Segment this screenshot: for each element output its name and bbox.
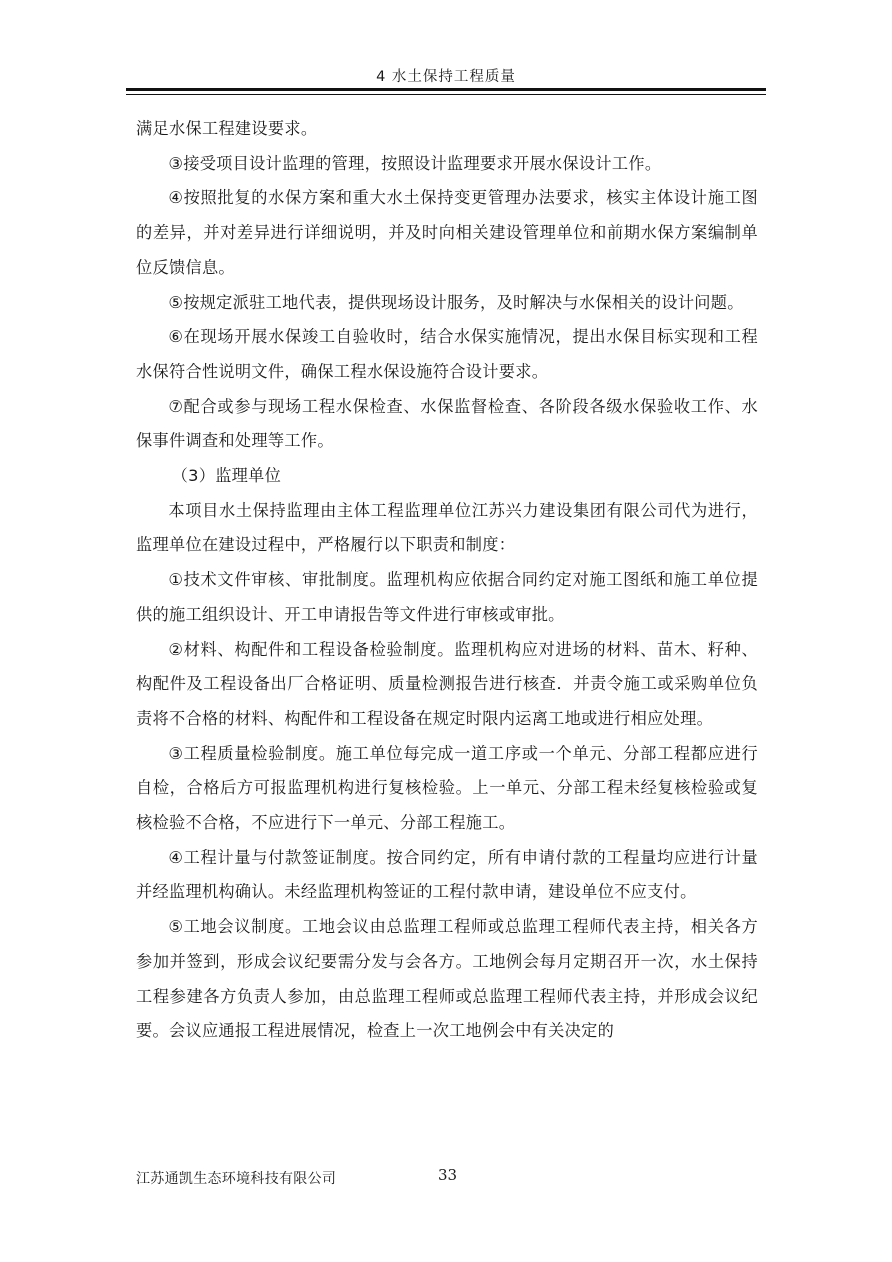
paragraph-continuation: 满足水保工程建设要求。 xyxy=(136,119,318,138)
header-rule-thin xyxy=(126,94,766,95)
header-rule-thick xyxy=(126,88,766,91)
footer-company-name: 江苏通凯生态环境科技有限公司 xyxy=(136,1171,337,1187)
running-header: 4 水土保持工程质量 xyxy=(376,69,516,85)
paragraph-supervision-3: ③工程质量检验制度。施工单位每完成一道工序或一个单元、分部工程都应进行自检，合格后方可报监理机构进行复核检验。上一单元、分部工程未经复核检验或复核检验不合格，不应进行下一单元、分部工程施工。 xyxy=(136,743,758,833)
paragraph-supervision-1: ①技术文件审核、审批制度。监理机构应依据合同约定对施工图纸和施工单位提供的施工组织设计、开工申请报告等文件进行审核或审批。 xyxy=(136,570,758,624)
body-text xyxy=(136,112,758,1049)
section-heading-supervision: （3）监理单位 xyxy=(171,466,282,486)
paragraph-supervision-2: ②材料、构配件和工程设备检验制度。监理机构应对进场的材料、苗木、籽种、构配件及工程设备出厂合格证明、质量检测报告进行核查．并责令施工或采购单位负责将不合格的材料、构配件和工程设备在规定时限内运离工地或进行相应处理。 xyxy=(136,639,758,728)
paragraph-supervision-4: ④工程计量与付款签证制度。按合同约定，所有申请付款的工程量均应进行计量并经监理机构确认。未经监理机构签证的工程付款申请，建设单位不应支付。 xyxy=(136,847,758,902)
paragraph-supervision-intro: 本项目水土保持监理由主体工程监理单位江苏兴力建设集团有限公司代为进行，监理单位在建设过程中，严格履行以下职责和制度： xyxy=(136,500,758,555)
paragraph-item-3: ③接受项目设计监理的管理，按照设计监理要求开展水保设计工作。 xyxy=(168,153,662,173)
paragraph-supervision-5: ⑤工地会议制度。工地会议由总监理工程师或总监理工程师代表主持，相关各方参加并签到，形成会议纪要需分发与会各方。工地例会每月定期召开一次，水土保持工程参建各方负责人参加，由总监理工程师或总监理工程师代表主持，并形成会议纪要。会议应通报工程进展情况，检查上一次工地例会中有关决定的 xyxy=(136,917,758,1041)
paragraph-item-4: ④按照批复的水保方案和重大水土保持变更管理办法要求，核实主体设计施工图的差异，并对差异进行详细说明，并及时向相关建设管理单位和前期水保方案编制单位反馈信息。 xyxy=(136,188,758,277)
paragraph-item-5: ⑤按规定派驻工地代表，提供现场设计服务，及时解决与水保相关的设计问题。 xyxy=(168,292,744,312)
footer-page-number: 33 xyxy=(438,1166,458,1184)
paragraph-item-6: ⑥在现场开展水保竣工自验收时，结合水保实施情况，提出水保目标实现和工程水保符合性说明文件，确保工程水保设施符合设计要求。 xyxy=(136,327,758,381)
paragraph-item-7: ⑦配合或参与现场工程水保检查、水保监督检查、各阶段各级水保验收工作、水保事件调查和处理等工作。 xyxy=(136,396,758,451)
